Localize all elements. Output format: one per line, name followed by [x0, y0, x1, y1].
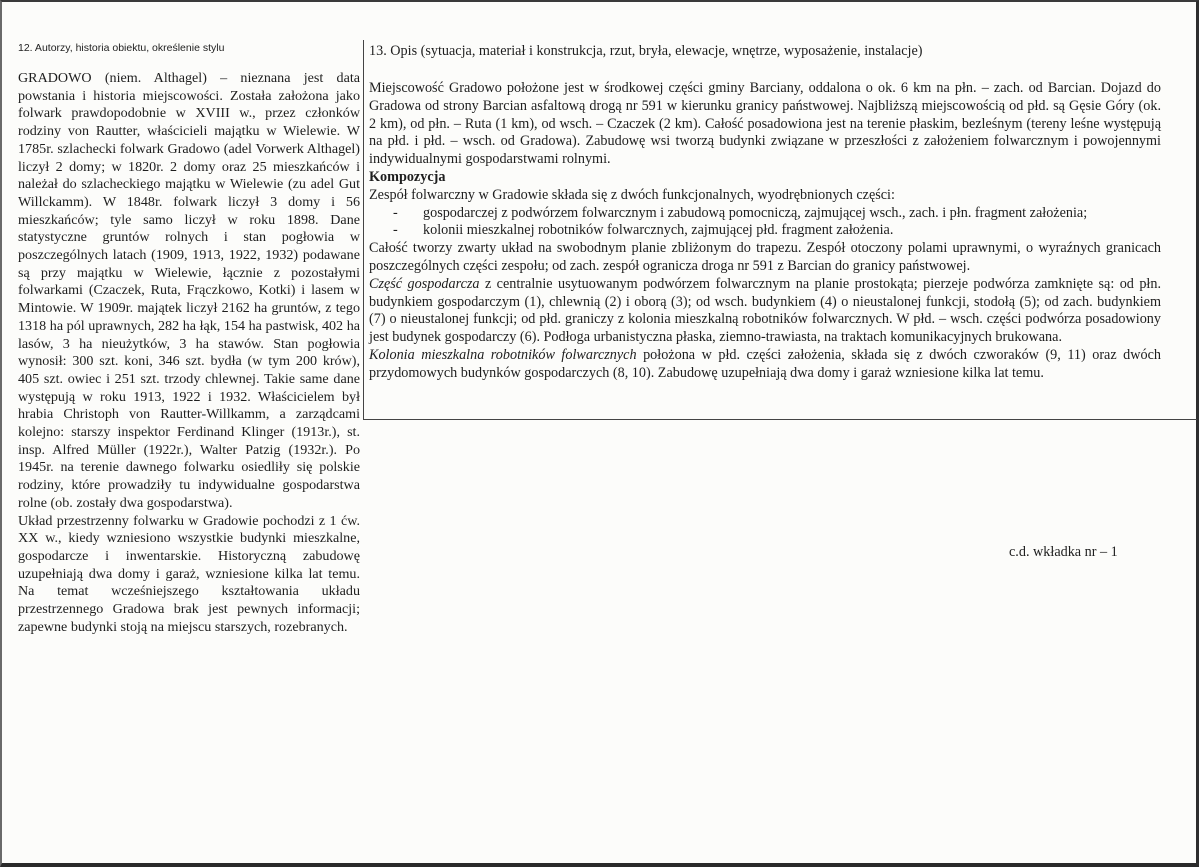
list-item: - kolonii mieszkalnej robotników folwarcznych, zajmującej płd. fragment założenia. [393, 222, 894, 239]
list-item: - gospodarczej z podwórzem folwarcznym i zabudową pomocniczą, zajmującej wsch., zach. i płn. fragment założenia; [393, 204, 1088, 221]
description-column [369, 43, 1161, 383]
farm-part-text: z centralnie usytuowanym podwórzem folwarcznym na planie prostokąta; pierzeje podwórza zamknięte są: od płn. budynkiem gospodarczym (1), chlewnią (2) i oborą (3); od wsch. budynkiem (4) o nieustalonej funkcji, stodołą (5); od zach. budynkiem (7) o nieustalonej funkcji; od płd. graniczy z kolonia mieszkalną robotników folwarcznych. W płd. – wsch. części podwórza posadowiony jest budynek gospodarczy (6). Podłoga urbanistyczna płaska, ziemno-trawiasta, na traktach komunikacyjnych brukowana. [369, 275, 1162, 346]
farm-part-paragraph [369, 276, 1161, 347]
list-item-text: kolonii mieszkalnej robotników folwarcznych, zajmującej płd. fragment założenia. [423, 222, 894, 239]
workers-colony-text: położona w płd. części założenia, składa się z dwóch czworaków (9, 11) oraz dwóch przydomowych budynków gospodarczych (8, 10). Zabudowę uzupełniają dwa domy i garaż wzniesione kilka lat temu. [369, 346, 1161, 381]
composition-subheading: Kompozycja [369, 168, 446, 185]
history-paragraph-2: Układ przestrzenny folwarku w Gradowie pochodzi z 1 ćw. XX w., kiedy wzniesiono wszystkie budynki mieszkalne, gospodarcze i inwentarskie. Historyczną zabudowę uzupełniają dwa domy i garaż, wzniesione kilka lat temu. Na temat wcześniejszego kształtowania układu przestrzennego Gradowa brak jest pewnych informacji; zapewne budynki stoją na miejscu starszych, rozebranych. [18, 512, 360, 635]
layout-paragraph: Całość tworzy zwarty układ na swobodnym planie zbliżonym do trapezu. Zespół otoczony polami uprawnymi, o wyraźnych granicach poszczególnych części zespołu; od zach. zespół ogranicza droga nr 591 z Barcian do granicy państwowej. [369, 240, 1161, 274]
farm-part-term: Część gospodarcza [369, 275, 480, 292]
history-paragraph-1: GRADOWO (niem. Althagel) – nieznana jest data powstania i historia miejscowości. Została założona jako folwark prawdopodobnie w XVIII w., przez członków rodziny von Rautter, właścicieli majątku w Wielewie. W 1785r. szlachecki folwark Gradowo (adel Vorwerk Althagel) liczył 2 domy; w 1820r. 2 domy oraz 25 mieszkańców i należał do szlacheckiego majątku w Wielewie (zu adel Gut Willckamm). W 1848r. folwark liczył 3 domy i 56 mieszkańców; tyle samo liczył w roku 1898. Dane statystyczne gruntów rolnych i stan pogłowia w poszczególnych latach (1909, 1913, 1922, 1932) podawane są przy majątku w Wielewie, łącznie z pozostałymi folwarkami (Czaczek, Ruta, Frączkowo, Kotki) i lasem w Mintowie. W 1909r. majątek liczył 2162 ha gruntów, z tego 1318 ha pól uprawnych, 282 ha łąk, 154 ha pastwisk, 402 ha lasów, 3 ha nieużytków, 3 ha stawów. Stan pogłowia wynosił: 300 szt. koni, 346 szt. bydła (w tym 200 krów), 405 szt. owiec i 251 szt. trzody chlewnej. Takie same dane występują w roku 1913, 1922 i 1932. Właścicielem był hrabia Christoph von Rautter-Willkamm, a zarządcami kolejno: starszy inspektor Ferdinand Klinger (1913r.), st. insp. Alfred Müller (1922r.), Walter Patzig (1932r.). Po 1945r. na terenie dawnego folwarku osiedliły się polskie rodziny, które prowadziły tu indywidualne gospodarstwa rolne (ob. zostały dwa gospodarstwa). [18, 70, 360, 511]
workers-colony-term: Kolonia mieszkalna robotników folwarcznych [369, 346, 637, 363]
field-13-header: 13. Opis (sytuacja, materiał i konstrukcja, rzut, bryła, elewacje, wnętrze, wyposażenie, instalacje) [369, 43, 923, 59]
composition-parts-list [369, 205, 1161, 241]
section-bottom-rule [363, 419, 1197, 420]
column-divider [363, 40, 364, 420]
continuation-note: c.d. wkładka nr – 1 [1009, 544, 1118, 560]
list-item-text: gospodarczej z podwórzem folwarcznym i zabudową pomocniczą, zajmującej wsch., zach. i płn. fragment założenia; [423, 204, 1088, 221]
location-paragraph: Miejscowość Gradowo położone jest w środkowej części gminy Barciany, oddalona o ok. 6 km na płn. – zach. od Barcian. Dojazd do Gradowa od strony Barcian asfaltową drogą nr 591 w kierunku granicy państwowej. Najbliższą miejscowością od płd. są Gęsie Góry (ok. 2 km), od płn. – Ruta (1 km), od wsch. – Czaczek (2 km). Całość posadowiona jest na terenie płaskim, bezleśnym (tereny leśne występują na płd. i płd. – wsch. od Gradowa). Zabudowę wsi tworzą budynki związane w przeszłości z założeniem folwarcznym i powojennymi indywidualnymi gospodarstwami rolnymi. [369, 80, 1161, 168]
workers-colony-paragraph [369, 347, 1161, 383]
field-12-header: 12. Autorzy, historia obiektu, określenie stylu [18, 42, 225, 54]
history-column [18, 42, 360, 637]
composition-intro: Zespół folwarczny w Gradowie składa się z dwóch funkcjonalnych, wyodrębnionych części: [369, 186, 895, 203]
